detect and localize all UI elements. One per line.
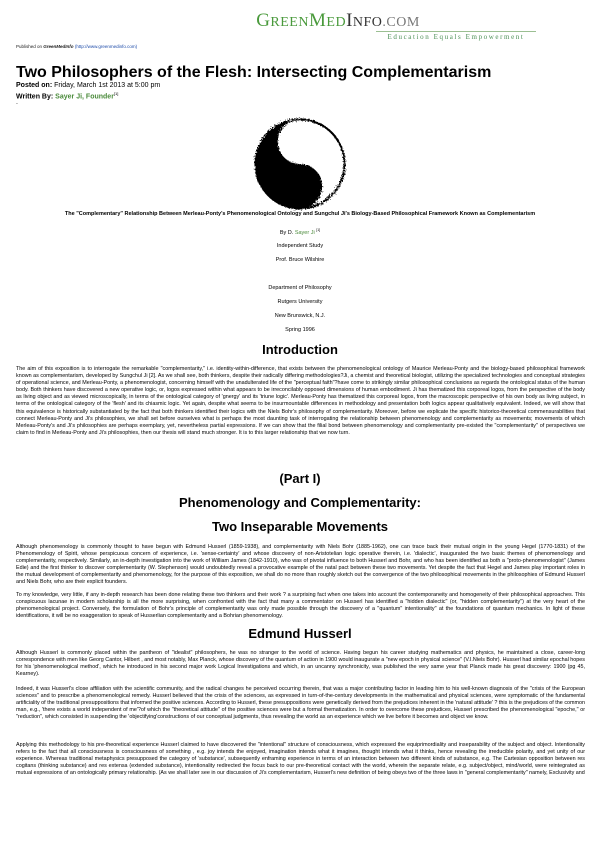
byline-ref: [1]	[316, 228, 321, 232]
paragraph-introduction: The aim of this exposition is to interrogate the remarkable "complementarity," i.e. identity-within-difference, that exists between the phenomenological ontology of Maurice Merleau-Ponty and the biology-based philosophical framework known as complementarism, developed by Sungchul Ji [2]. As we shall see, both thinkers, despite their radically differing methodologies?Ji, a chemist and theoretical biologist, utilizing the specialized technologies and conceptual strategies of operational science, and Merleau-Ponty, a phenomenologist, concerning himself with the unadulterated life of the "perceptual faith"?have come to strikingly similar philosophical conclusions as regards the ontological status of the human body. Both thinkers have discovered a new operative logic, or, logos expressed within what appears to be irreconcilably opposed dimensions of human embodiment. Ji has thematized this corporeal logos, from the perspective of the body as living object and as viewed microscopically, in terms of the ontological category of 'gnergy' and its 'triune logic'. Merleau-Ponty has thematized this corporeal logos, from the macroscopic perspective of his own body as living subject, in terms of the ontological category of the 'flesh' and its chiasmic logic. Yet again, despite what seems to be insurmountable differences in methodology and presentation both logics appear qualitatively equivalent. Indeed, we will show that this equivalence is historically substantiated by the fact that both thinkers identified their logics with the Niels Bohr's philosophy of complementarity. Moreover, before we explicate the specific historico-theoretical commensurabilities that connect Merleau-Ponty and Ji's philosophies, we shall set before ourselves what is perhaps the most daunting task of interrogating the relationship between phenomenology and complementarity as movements; movements of which Merleau-Ponty's and Ji's philosophies are perhaps exemplary, yet, nevertheless partial expressions. If we can show that the filial bond between phenomenology and complementarity pre-existed the "complementarity" of perspectives we claim to find in Merleau-Ponty and Ji's philosophies, then our thesis will stand much stronger. It is to this larger relationship that we now turn.	[16, 366, 585, 436]
university-line: Rutgers University	[277, 299, 323, 305]
paragraph-research-gap: To my knowledge, very little, if any in-depth research has been done relating these two thinkers and their work ? a surprising fact when one takes into account the contemporaneity and homogeneity of their philosophical approaches. This conspicuous lacunae in modern scholarship is all the more surprising, when confronted with the fact that many a commentator on Husserl has identified a "hidden dialectic" (or, "hidden complementarity") at the very heart of the phenomenological project. Conversely, the formulation of Bohr's principle of complementarity was only made possible through the discovery of a "quantum" intentionality" at the foundations of quantum mechanics. In light of these identifications, it will be no exaggeration to speak of Husserlian complementarity and a Bohrian phenomenology.	[16, 592, 585, 620]
published-line	[16, 44, 137, 49]
author-ref: [1]	[113, 91, 119, 96]
logo-tagline: Education Equals Empowerment	[376, 31, 536, 43]
published-brand: GreenMedInfo	[43, 44, 74, 49]
published-prefix: Published on	[16, 44, 43, 49]
site-logo[interactable]	[0, 12, 600, 32]
byline	[0, 228, 600, 236]
byline-prefix: By D.	[279, 229, 294, 236]
heading-movements: Two Inseparable Movements	[211, 519, 389, 534]
dot-marker: .	[16, 99, 18, 106]
yin-yang-image	[247, 111, 353, 217]
heading-part-one: (Part I)	[279, 471, 321, 486]
written-by	[16, 91, 118, 100]
term-line: Spring 1996	[285, 327, 315, 333]
posted-on	[16, 82, 160, 89]
paragraph-husserl-science: Although Husserl is commonly placed within the pantheon of "idealist" philosophers, he was no stranger to the world of science. Having begun his career studying mathematics and physics, he maintained a close, career-long correspondence with men like Georg Cantor, Hilbert , and most notably, Max Planck, whose discovery of the quantum of action in 1900 would inaugurate a "new epoch in physical science" (V.I.Niels Bohr). Husserl had similar epochal hopes for his 'phenomenological method', which he introduced in his second major work Logical Investigations and which, in an uncanny synchronicity, was published the very same year that Planck made his great discovery: 1900 (pg 45, Kearney).	[16, 650, 585, 678]
professor-line: Prof. Bruce Wilshire	[275, 257, 325, 263]
heading-introduction: Introduction	[262, 342, 338, 357]
byline-author-link[interactable]: Sayer Ji	[294, 229, 315, 236]
paragraph-husserl-crisis: Indeed, it was Husserl's close affiliation with the scientific community, and the radical changes he perceived occurring therein, that was a major contributing factor in leading him to his well-known diagnosis of the "crisis of the European sciences" and to prescribe a phenomenological remedy. Husserl believed that the crisis of the sciences, as expressed in turn-of-the-century developments in the mathematical and physical sciences, were symptomatic of the fundamental artificiality of the traditional presuppositions that informed the positive sciences. According to Husserl, these presuppositions were genetically derived from the prejudices inherent in the 'natural attitude' ? this is the prejudices of the common man, e.g., 'there exists a world independent of me'?of which the "theoretical attitude" of the positive sciences were but a formal thematization. In order to overcome these prejudices, Husserl prescribed the phenomenological "epoche," or "reduction", which consisted in suspending the 'objectifying'constructions of our conceptual judgments, thus revealing the world as an experience which we live before it becomes and object we know.	[16, 686, 585, 721]
document-subtitle: The "Complementary" Relationship Between Merleau-Ponty's Phenomenological Ontology and Sungchul Ji's Biology-Based Philosophical Framework Known as Complementarism	[64, 211, 536, 217]
paragraph-intentionality: Applying this methodology to his pre-theoretical experience Husserl claimed to have discovered the "intentional" structure of consciousness, which expressed the equiprimordiality and inseparability of the subject and object. Intentionality refers to the fact that all consciousness is consciousness of something , e.g. joy intends the enjoyed, imagination intends what it imagines, thought intends what it thinks, hence revealing the irreducible polarity, and yet unity of our experience. Whereas traditional metaphysics presupposed the category of 'substance', subsequently enframing experience in terms of an interaction between two different kinds of substance, e.g. The Cartesian opposition between res cogitans (thinking substance) and res extensa (extended substance), intentionality redirected the focus back to our pre-theoretical contact with the world, wherein the separate relate, e.g. subject/object, mind/world, were reintegrated as mutual expressions of an ontologically primary relationship. (As we shall later see in our discussion of Ji's complementarism, Husserl's new definition of being obeys two of the three laws in "general complementarity" namely, Exclusivity and	[16, 742, 585, 777]
heading-husserl: Edmund Husserl	[248, 626, 352, 641]
author-link[interactable]: Sayer Ji, Founder	[55, 93, 114, 101]
course-line: Independent Study	[276, 243, 324, 249]
heading-phenomenology: Phenomenology and Complementarity:	[179, 495, 421, 510]
department-line: Department of Philosophy	[268, 285, 332, 291]
logo-wordmark: GREENMEDINFO.COM	[256, 10, 420, 31]
written-label: Written By:	[16, 93, 54, 101]
published-url-link[interactable]: (http://www.greenmedinfo.com)	[74, 44, 138, 49]
posted-label: Posted on:	[16, 82, 53, 89]
paragraph-origins: Although phenomenology is commonly thought to have begun with Edmund Husserl (1859-1938), and complementarity with Niels Bohr (1885-1962), one can trace back their mutual origin in the young Hegel (1770-1831) of the Phenomenology of Spirit, whose perspicuous concern of experience, i.e. 'sense-certainty' and whose discovery of non-Aristotelian logic operative therein, i.e. 'dialectic', inaugurated the two basic themes of phenomenology and complementarity, respectively. Similarly, an in-depth investigation into the work of William James (1842-1910), who was of pivotal influence to both Husserl and Bohr, and who has been identified as both a "proto-phenomenologist" (James Edie) and the first thinker to discover complementarity (W. Stephenson) would undoubtedly reveal a provocative example of the natal pact between these two movements. Yet despite the fact that Hegel and James play important roles in the mutual development of complementarity and phenomenology, for the purpose of this exposition, we shall do no more than roughly sketch out the convergence of the two philosophical movements in the philosophies of Edmund Husserl and Niels Bohr, who are their explicit founders.	[16, 544, 585, 586]
page-title: Two Philosophers of the Flesh: Intersecting Complementarism	[16, 64, 492, 81]
city-line: New Brunswick, N.J.	[274, 313, 326, 319]
posted-date: Friday, March 1st 2013 at 5:00 pm	[54, 82, 161, 89]
